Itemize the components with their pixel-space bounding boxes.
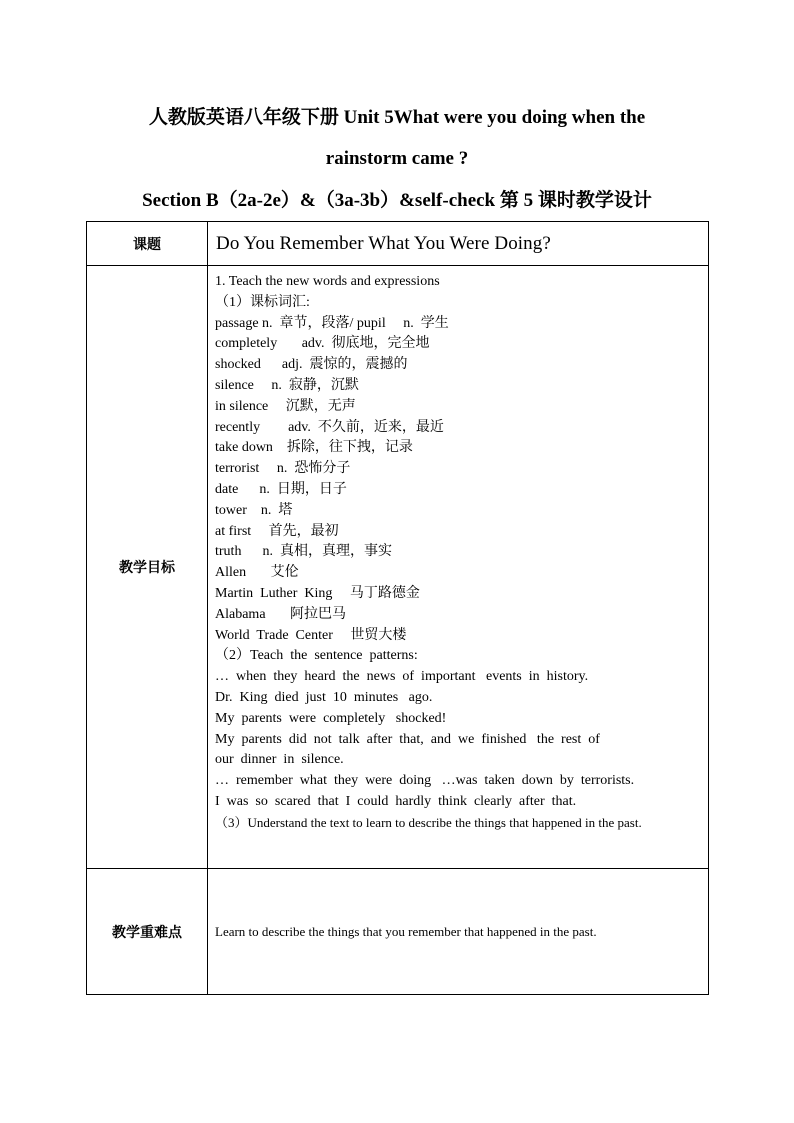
objectives-line: （3）Understand the text to learn to describe the things that happened in the past.: [215, 814, 642, 830]
topic-value: Do You Remember What You Were Doing?: [208, 222, 709, 266]
objectives-line: take down 拆除，往下拽，记录: [215, 440, 413, 456]
objectives-line: Martin Luther King 马丁路德金: [215, 585, 420, 601]
objectives-line: … remember what they were doing …was taken down by terrorists.: [215, 773, 635, 789]
objectives-line: completely adv. 彻底地，完全地: [215, 336, 430, 352]
objectives-line: World Trade Center 世贸大楼: [215, 627, 407, 643]
objectives-line: 1. Teach the new words and expressions: [215, 274, 440, 289]
objectives-line: … when they heard the news of important events in history.: [215, 669, 589, 685]
objectives-label: 教学目标: [87, 266, 208, 869]
objectives-line: I was so scared that I could hardly think clearly after that.: [215, 793, 577, 809]
objectives-line: passage n. 章节，段落/ pupil n. 学生: [215, 315, 449, 331]
document-title-line-1: 人教版英语八年级下册 Unit 5What were you doing when the: [148, 107, 646, 128]
lesson-plan-table: [86, 221, 709, 995]
objectives-line: tower n. 塔: [215, 502, 293, 518]
table-row-topic: [87, 222, 709, 266]
objectives-line: in silence 沉默，无声: [215, 398, 356, 414]
table-row-objectives: [87, 266, 709, 869]
objectives-line: Allen 艾伦: [215, 565, 299, 581]
objectives-content: [208, 266, 709, 869]
objectives-line: recently adv. 不久前，近来，最近: [215, 419, 444, 435]
key-points-label: 教学重难点: [87, 869, 208, 995]
objectives-line: My parents did not talk after that, and we finished the rest of: [215, 731, 600, 747]
objectives-line: truth n. 真相，真理，事实: [215, 544, 392, 560]
key-points-content: Learn to describe the things that you remember that happened in the past.: [208, 869, 709, 995]
document-title-line-2: rainstorm came ?: [325, 148, 469, 169]
table-row-key-points: [87, 869, 709, 995]
objectives-line: （2）Teach the sentence patterns:: [215, 648, 418, 664]
document-title-line-3: Section B（2a-2e）&（3a-3b）&self-check 第 5 课时教学设计: [142, 190, 652, 211]
objectives-line: silence n. 寂静，沉默: [215, 377, 359, 393]
objectives-line: terrorist n. 恐怖分子: [215, 461, 351, 477]
objectives-line: My parents were completely shocked!: [215, 710, 447, 726]
objectives-line: at first 首先，最初: [215, 523, 339, 539]
objectives-line: Alabama 阿拉巴马: [215, 606, 347, 622]
objectives-line: our dinner in silence.: [215, 752, 344, 768]
objectives-line: Dr. King died just 10 minutes ago.: [215, 689, 433, 705]
objectives-line: date n. 日期，日子: [215, 481, 347, 497]
objectives-line: （1）课标词汇:: [215, 294, 310, 310]
topic-label: 课题: [87, 222, 208, 266]
objectives-line: shocked adj. 震惊的，震撼的: [215, 357, 408, 373]
